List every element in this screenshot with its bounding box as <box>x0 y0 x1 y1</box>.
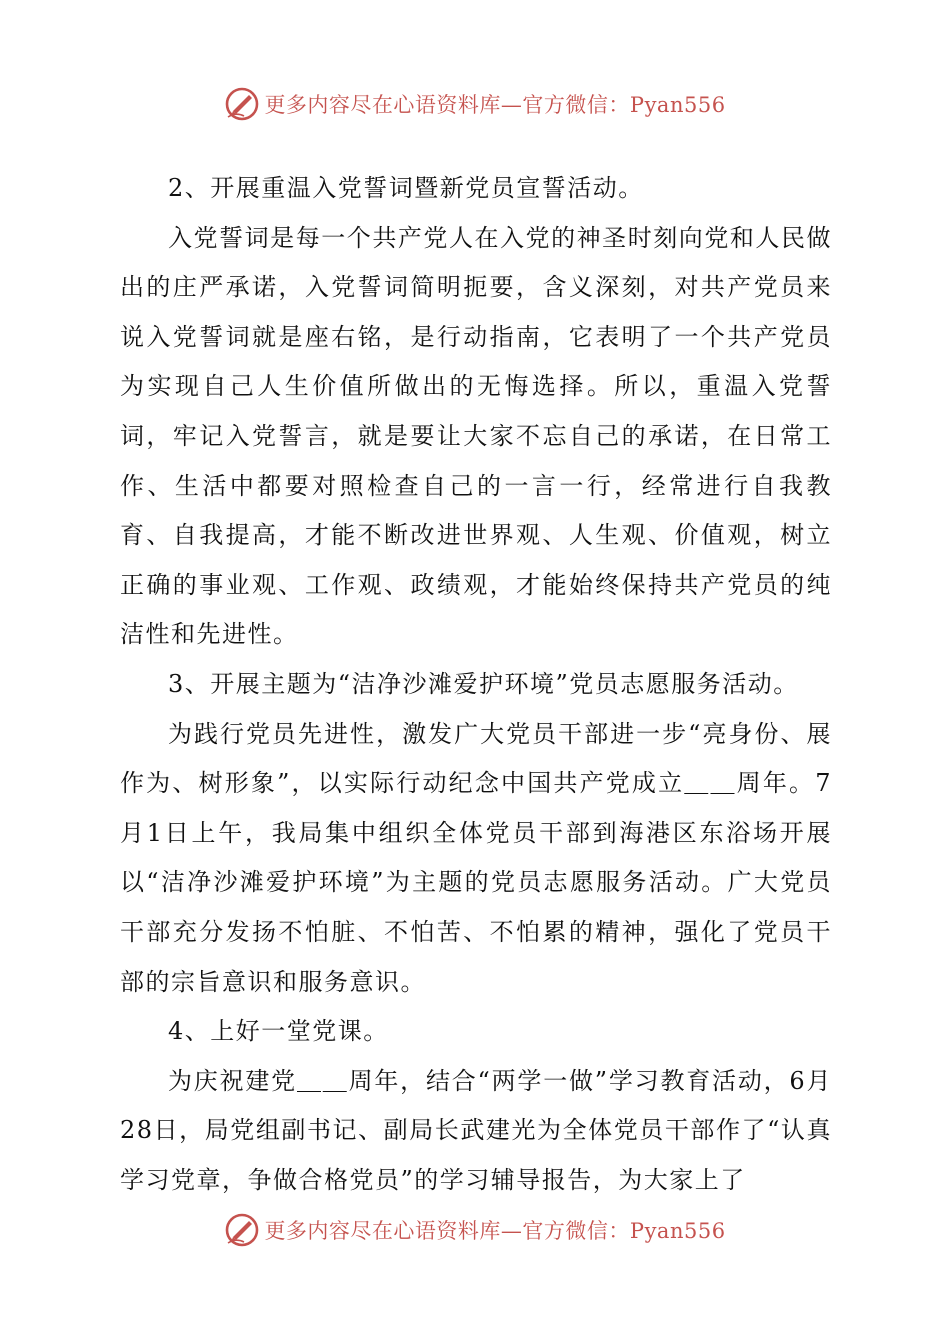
header-banner <box>0 84 950 124</box>
section-heading-2: 2、开展重温入党誓词暨新党员宣誓活动。 <box>168 174 644 202</box>
footer-banner-text: 更多内容尽在心语资料库—官方微信：Pyan556 <box>264 1219 726 1243</box>
document-body <box>120 164 832 1205</box>
pen-logo-icon <box>224 86 260 122</box>
section-heading-3: 3、开展主题为“洁净沙滩爱护环境”党员志愿服务活动。 <box>168 669 799 698</box>
header-banner-text: 更多内容尽在心语资料库—官方微信：Pyan556 <box>264 93 726 117</box>
paragraph-volunteer: 为践行党员先进性，激发广大党员干部进一步“亮身份、展作为、树形象”，以实际行动纪念中国共产党成立＿＿周年。7月1日上午，我局集中组织全体党员干部到海港区东浴场开展以“洁净沙滩爱护环境”为主题的党员志愿服务活动。广大党员干部充分发扬不怕脏、不怕苦、不怕累的精神，强化了党员干部的宗旨意识和服务意识。 <box>120 719 832 996</box>
pen-logo-icon <box>224 1212 260 1248</box>
footer-banner <box>0 1210 950 1250</box>
section-heading-4: 4、上好一堂党课。 <box>168 1017 389 1046</box>
paragraph-oath: 入党誓词是每一个共产党人在入党的神圣时刻向党和人民做出的庄严承诺，入党誓词简明扼要，含义深刻，对共产党员来说入党誓词就是座右铭，是行动指南，它表明了一个共产党员为实现自己人生价值所做出的无悔选择。所以，重温入党誓词，牢记入党誓言，就是要让大家不忘自己的承诺，在日常工作、生活中都要对照检查自己的一言一行，经常进行自我教育、自我提高，才能不断改进世界观、人生观、价值观，树立正确的事业观、工作观、政绩观，才能始终保持共产党员的纯洁性和先进性。 <box>120 223 832 649</box>
paragraph-party-lecture: 为庆祝建党＿＿周年，结合“两学一做”学习教育活动，6月28日，局党组副书记、副局长武建光为全体党员干部作了“认真学习党章，争做合格党员”的学习辅导报告，为大家上了 <box>120 1066 832 1194</box>
